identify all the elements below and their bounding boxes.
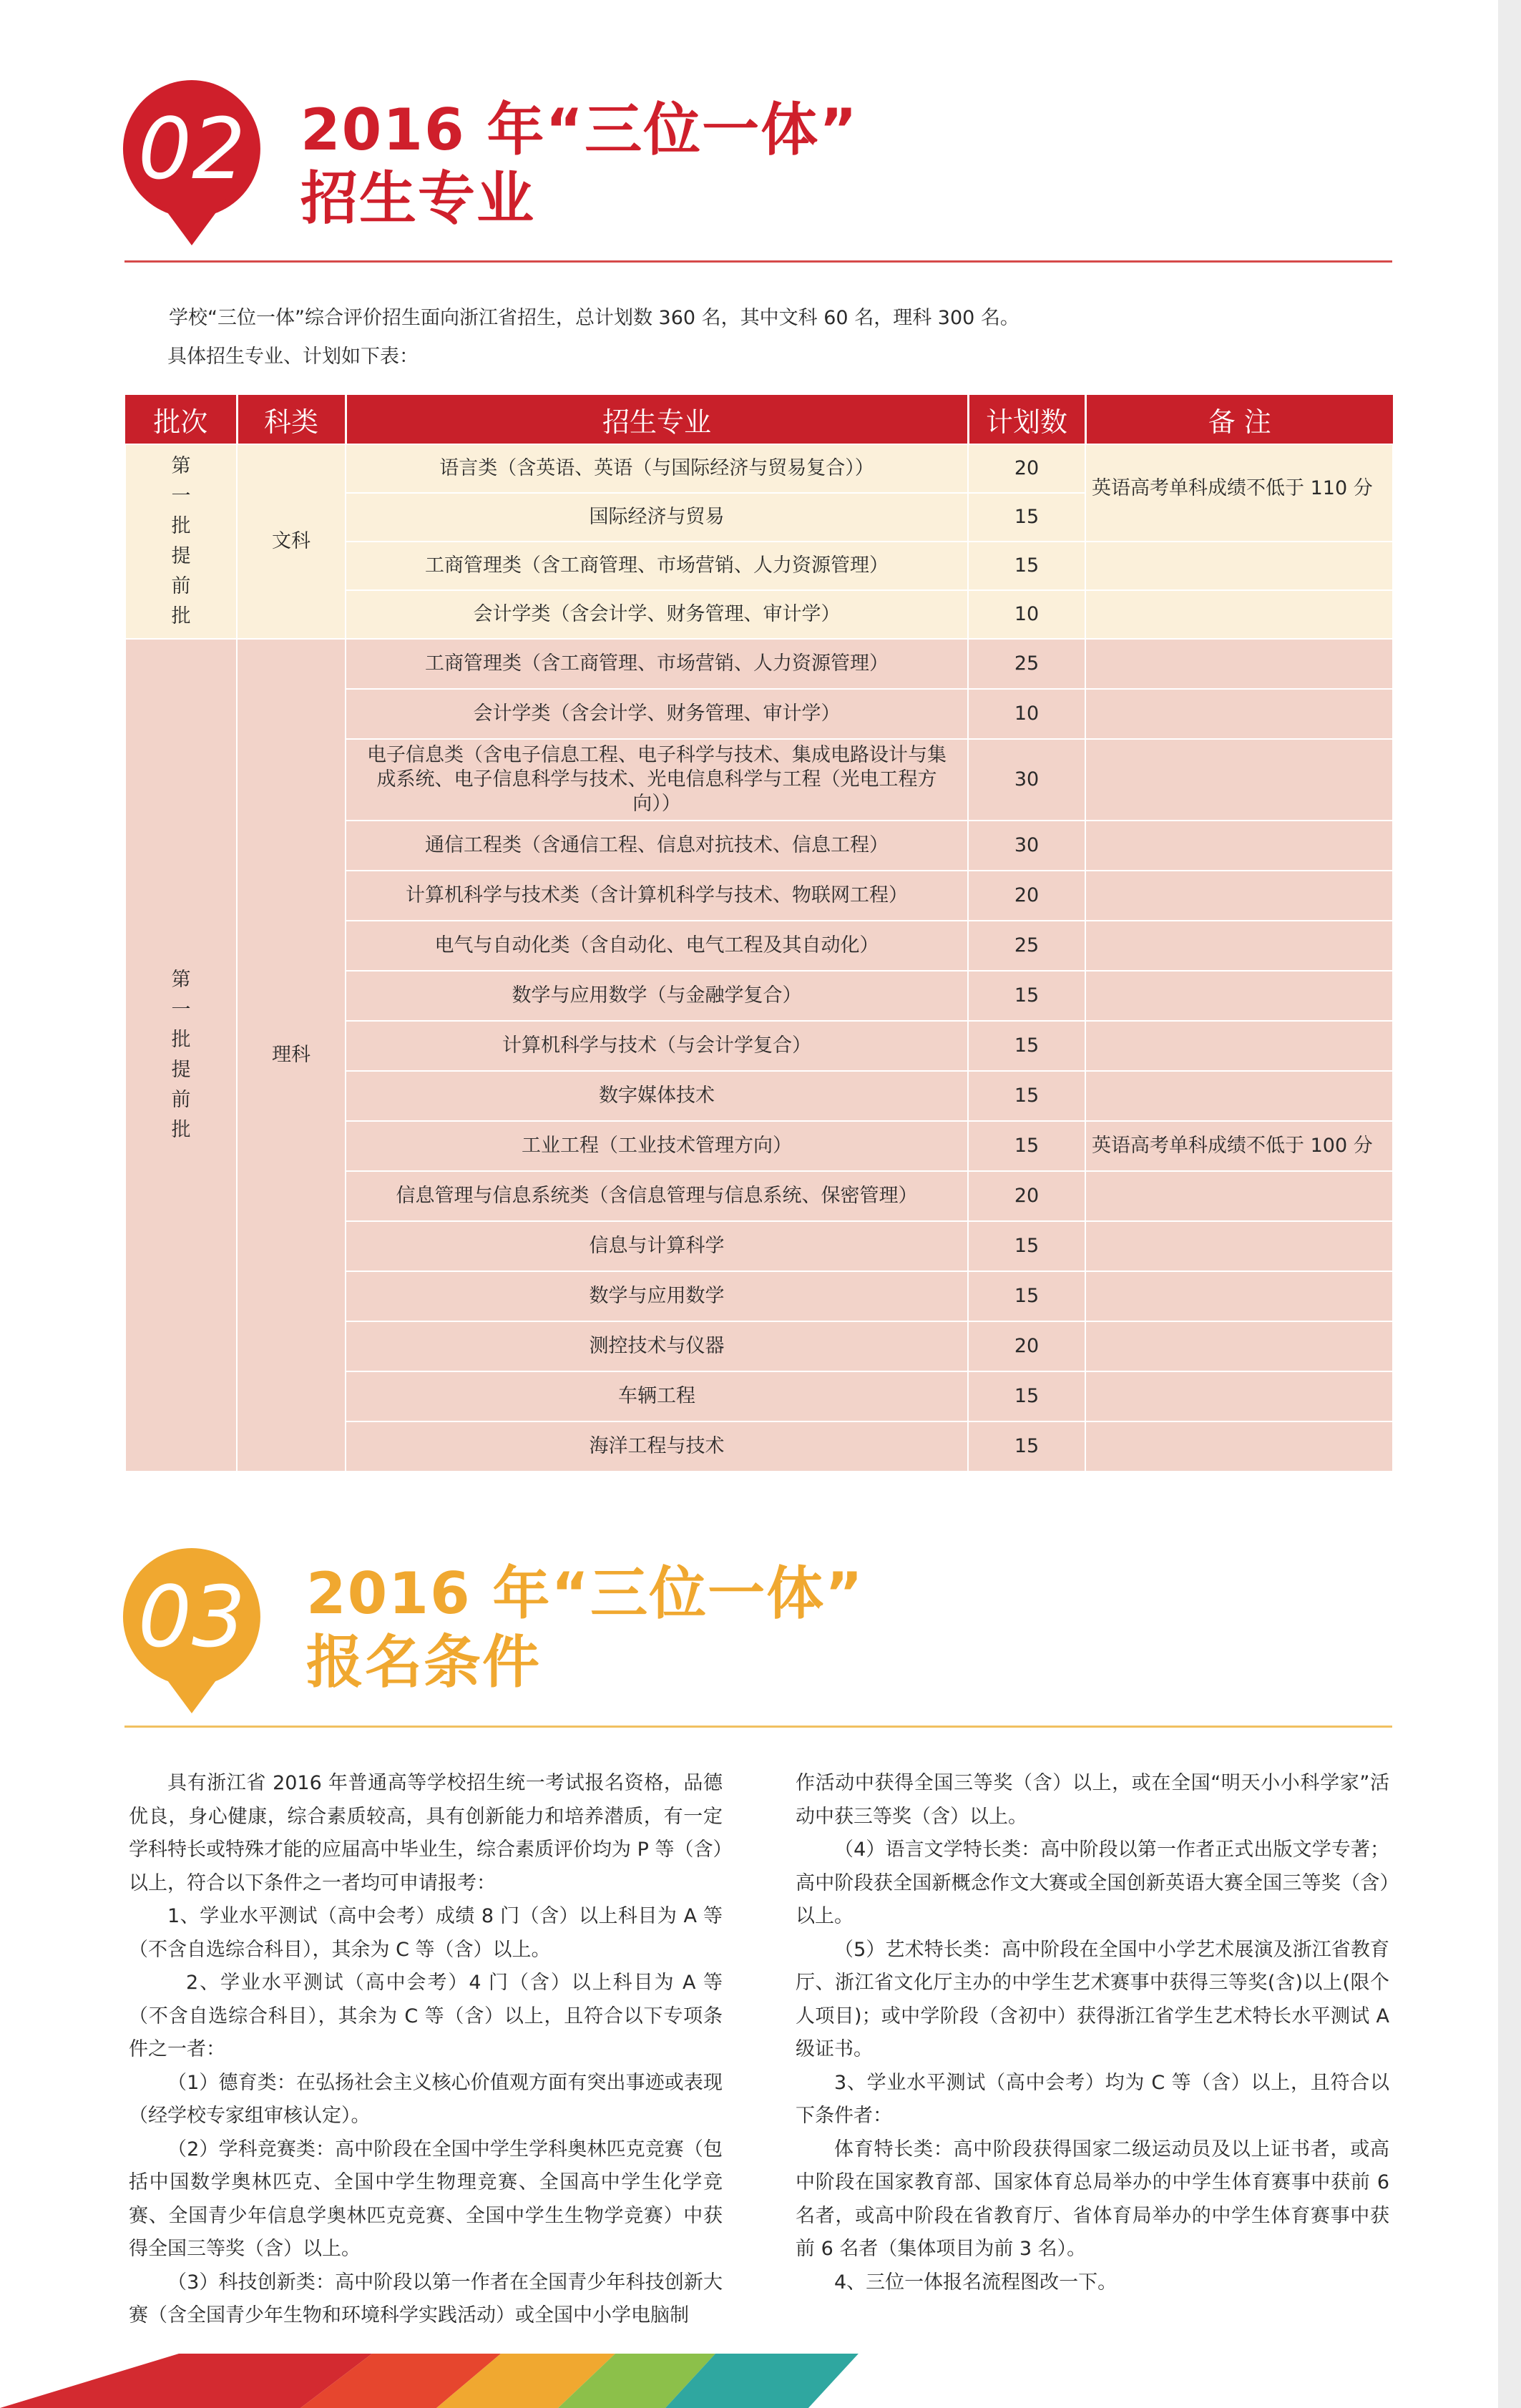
section-badge <box>120 77 263 242</box>
note-cell-empty <box>1085 871 1393 921</box>
note-cell-empty <box>1085 921 1393 971</box>
plan-cell: 20 <box>968 1171 1085 1221</box>
note-cell-empty <box>1085 1321 1393 1371</box>
note-cell-empty <box>1085 821 1393 871</box>
condition-paragraph: 2、学业水平测试（高中会考）4 门（含）以上科目为 A 等（不含自选综合科目），其余为 C 等（含）以上，且符合以下专项条件之一者： <box>129 1972 723 2060</box>
major-cell: 数学与应用数学（与金融学复合） <box>346 971 968 1021</box>
plan-cell: 15 <box>968 1371 1085 1421</box>
condition-paragraph: （4）语言文学特长类：高中阶段以第一作者正式出版文学专著；高中阶段获全国新概念作文大赛或全国创新英语大赛全国三等奖（含）以上。 <box>796 1839 1389 1927</box>
plan-cell: 15 <box>968 1271 1085 1321</box>
category-cell: 理科 <box>237 639 346 1472</box>
header-batch: 批次 <box>125 395 237 444</box>
note-cell-empty <box>1085 971 1393 1021</box>
major-cell: 语言类（含英语、英语（与国际经济与贸易复合）） <box>346 444 968 493</box>
major-cell: 海洋工程与技术 <box>346 1421 968 1472</box>
note-cell-empty <box>1085 542 1393 590</box>
note-cell-empty <box>1085 689 1393 739</box>
note-cell-empty <box>1085 1171 1393 1221</box>
condition-paragraph: 4、三位一体报名流程图改一下。 <box>834 2271 1117 2294</box>
section-title-line2: 报名条件 <box>306 1629 541 1695</box>
table-header-row <box>125 395 1393 444</box>
major-cell: 国际经济与贸易 <box>346 493 968 542</box>
plan-cell: 15 <box>968 971 1085 1021</box>
condition-paragraph: 1、学业水平测试（高中会考）成绩 8 门（含）以上科目为 A 等（不含自选综合科目），其余为 C 等（含）以上。 <box>129 1905 723 1961</box>
condition-paragraph: （1）德育类：在弘扬社会主义核心价值观方面有突出事迹或表现（经学校专家组审核认定）。 <box>129 2071 723 2127</box>
plan-cell: 15 <box>968 1421 1085 1472</box>
note-cell-empty <box>1085 1221 1393 1271</box>
note-cell-empty <box>1085 1271 1393 1321</box>
condition-paragraph: 3、学业水平测试（高中会考）均为 C 等（含）以上，且符合以下条件者： <box>796 2071 1389 2127</box>
plan-cell: 15 <box>968 1021 1085 1071</box>
condition-paragraph: 作活动中获得全国三等奖（含）以上，或在全国“明天小小科学家”活动中获三等奖（含）以上。 <box>796 1772 1389 1828</box>
category-cell: 文科 <box>237 444 346 639</box>
header-note: 备 注 <box>1085 395 1393 444</box>
header-category: 科类 <box>237 395 346 444</box>
batch-cell <box>125 639 237 1472</box>
plan-cell: 10 <box>968 689 1085 739</box>
major-cell: 计算机科学与技术类（含计算机科学与技术、物联网工程） <box>346 871 968 921</box>
condition-paragraph: （3）科技创新类：高中阶段以第一作者在全国青少年科技创新大赛（含全国青少年生物和环境科学实践活动）或全国中小学电脑制 <box>129 2271 723 2326</box>
page-edge <box>1498 0 1521 2408</box>
section-title <box>306 1560 864 1697</box>
intro-line: 学校“三位一体”综合评价招生面向浙江省招生，总计划数 360 名，其中文科 60 名，理科 300 名。 <box>169 307 1019 329</box>
note-cell-empty <box>1085 739 1393 821</box>
header-major: 招生专业 <box>346 395 968 444</box>
major-cell: 信息管理与信息系统类（含信息管理与信息系统、保密管理） <box>346 1171 968 1221</box>
batch-cell <box>125 444 237 639</box>
major-cell: 电子信息类（含电子信息工程、电子科学与技术、集成电路设计与集成系统、电子信息科学与技术、光电信息科学与工程（光电工程方向）） <box>346 739 968 821</box>
plan-cell: 20 <box>968 444 1085 493</box>
plan-cell: 25 <box>968 921 1085 971</box>
note-cell-empty <box>1085 1071 1393 1121</box>
major-cell: 会计学类（含会计学、财务管理、审计学） <box>346 689 968 739</box>
plan-cell: 15 <box>968 1071 1085 1121</box>
note-cell-empty <box>1085 1421 1393 1472</box>
plan-cell: 30 <box>968 821 1085 871</box>
major-cell: 电气与自动化类（含自动化、电气工程及其自动化） <box>346 921 968 971</box>
condition-paragraph: （5）艺术特长类：高中阶段在全国中小学艺术展演及浙江省教育厅、浙江省文化厅主办的中学生艺术赛事中获得三等奖(含)以上(限个人项目)；或中学阶段（含初中）获得浙江省学生艺术特长水平测试 A 级证书。 <box>796 1938 1389 2060</box>
batch-label: 第一批提前批 <box>171 969 191 1141</box>
section-title <box>300 96 859 233</box>
intro-text <box>169 299 1385 376</box>
section-title-line1: 2016 年“三位一体” <box>306 1560 864 1627</box>
major-cell: 工商管理类（含工商管理、市场营销、人力资源管理） <box>346 639 968 689</box>
section-badge <box>120 1545 263 1710</box>
section-title-line2: 招生专业 <box>300 165 535 232</box>
intro-line: 具体招生专业、计划如下表： <box>167 346 419 368</box>
note-cell-empty <box>1085 590 1393 639</box>
section-number: 03 <box>137 1567 246 1666</box>
plan-cell: 15 <box>968 493 1085 542</box>
section-number: 02 <box>137 99 246 198</box>
note-cell: 英语高考单科成绩不低于 100 分 <box>1085 1121 1393 1171</box>
plan-cell: 10 <box>968 590 1085 639</box>
conditions-right-column <box>796 1767 1389 2299</box>
major-cell: 会计学类（含会计学、财务管理、审计学） <box>346 590 968 639</box>
table-row <box>125 444 1393 493</box>
major-cell: 数学与应用数学 <box>346 1271 968 1321</box>
conditions-left-column <box>129 1767 723 2333</box>
major-cell: 数字媒体技术 <box>346 1071 968 1121</box>
section-divider <box>124 1726 1392 1728</box>
plan-cell: 15 <box>968 1121 1085 1171</box>
major-cell: 信息与计算科学 <box>346 1221 968 1271</box>
note-cell-empty <box>1085 639 1393 689</box>
section-divider <box>124 260 1392 263</box>
majors-table <box>124 395 1394 1472</box>
plan-cell: 30 <box>968 739 1085 821</box>
major-cell: 测控技术与仪器 <box>346 1321 968 1371</box>
major-cell: 通信工程类（含通信工程、信息对抗技术、信息工程） <box>346 821 968 871</box>
plan-cell: 15 <box>968 542 1085 590</box>
plan-cell: 20 <box>968 1321 1085 1371</box>
major-cell: 工业工程（工业技术管理方向） <box>346 1121 968 1171</box>
note-cell: 英语高考单科成绩不低于 110 分 <box>1085 444 1393 542</box>
condition-paragraph: 具有浙江省 2016 年普通高等学校招生统一考试报名资格，品德优良，身心健康，综合素质较高，具有创新能力和培养潜质，有一定学科特长或特殊才能的应届高中毕业生，综合素质评价均为 P 等（含）以上，符合以下条件之一者均可申请报考： <box>129 1772 723 1894</box>
plan-cell: 20 <box>968 871 1085 921</box>
header-plan: 计划数 <box>968 395 1085 444</box>
note-cell-empty <box>1085 1371 1393 1421</box>
major-cell: 车辆工程 <box>346 1371 968 1421</box>
batch-label: 第一批提前批 <box>171 455 191 627</box>
plan-cell: 25 <box>968 639 1085 689</box>
condition-paragraph: 体育特长类：高中阶段获得国家二级运动员及以上证书者，或高中阶段在国家教育部、国家体育总局举办的中学生体育赛事中获前 6 名者，或高中阶段在省教育厅、省体育局举办的中学生体育赛事中获前 6 名者（集体项目为前 3 名）。 <box>796 2138 1389 2260</box>
major-cell: 工商管理类（含工商管理、市场营销、人力资源管理） <box>346 542 968 590</box>
section-title-line1: 2016 年“三位一体” <box>300 97 859 163</box>
condition-paragraph: （2）学科竞赛类：高中阶段在全国中学生学科奥林匹克竞赛（包括中国数学奥林匹克、全国中学生物理竞赛、全国高中学生化学竞赛、全国青少年信息学奥林匹克竞赛、全国中学生生物学竞赛）中获得全国三等奖（含）以上。 <box>129 2138 723 2260</box>
table-row <box>125 639 1393 689</box>
major-cell: 计算机科学与技术（与会计学复合） <box>346 1021 968 1071</box>
note-cell-empty <box>1085 1021 1393 1071</box>
plan-cell: 15 <box>968 1221 1085 1271</box>
bottom-decoration <box>0 2354 1521 2408</box>
